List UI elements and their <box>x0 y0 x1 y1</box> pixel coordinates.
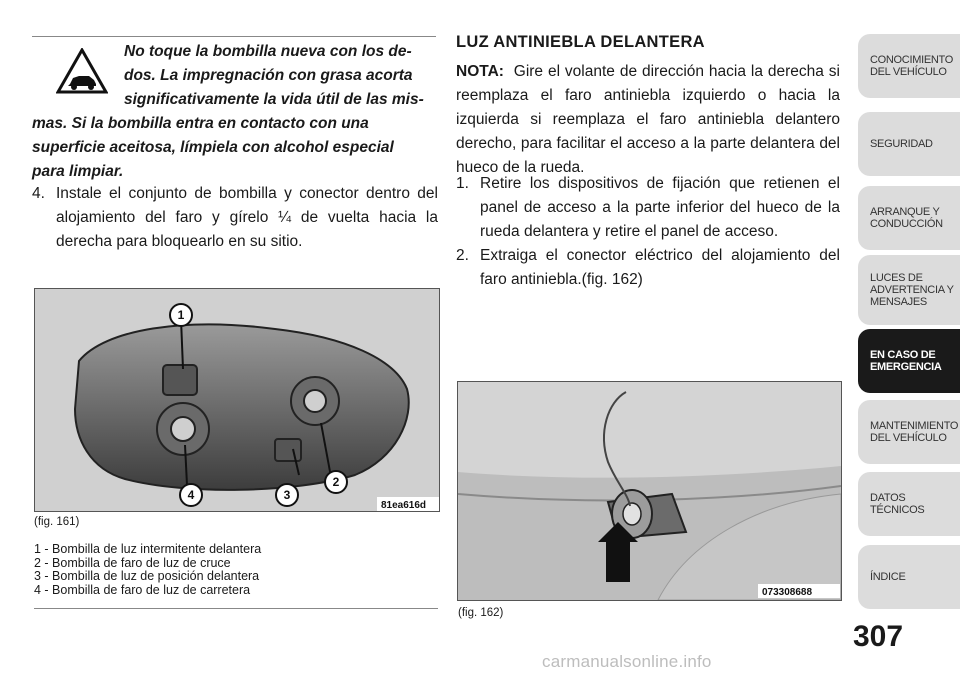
tab-label: LUCES DE <box>870 272 923 284</box>
figure-161-caption: (fig. 161) <box>34 516 80 528</box>
step-2 <box>456 244 840 292</box>
note-label: NOTA: <box>456 63 504 80</box>
tab-mantenimiento-vehiculo[interactable] <box>858 400 960 464</box>
tab-label: MANTENIMIENTO <box>870 420 959 432</box>
legend-item: 2 - Bombilla de faro de luz de cruce <box>34 555 231 570</box>
tab-label: CONOCIMIENTO <box>870 54 953 66</box>
step-text: Retire los dispositivos de fijación que retienen el panel de acceso a la parte inferior del hueco de la rueda delantera y retire el panel de acceso. <box>480 175 840 240</box>
callout-1-label: 1 <box>177 308 185 322</box>
note-text: Gire el volante de dirección hacia la derecha si reemplaza el faro antiniebla izquierdo o hacia la izquierda si reemplaza el faro antiniebla delantero derecho, para facilitar el acceso a la parte delantera del hueco de la rueda. <box>456 63 840 176</box>
tab-datos-tecnicos[interactable] <box>858 472 960 536</box>
warning-line: significativamente la vida útil de las mis- <box>124 91 424 108</box>
tab-label: ÍNDICE <box>870 571 906 583</box>
page-number: 307 <box>853 620 904 653</box>
legend-item: 1 - Bombilla de luz intermitente delantera <box>34 542 262 556</box>
tab-label: SEGURIDAD <box>870 138 933 150</box>
tab-label: TÉCNICOS <box>870 504 925 516</box>
warning-top-rule <box>32 36 436 37</box>
tab-en-caso-emergencia[interactable] <box>858 329 960 393</box>
figure-code: 073308688 <box>762 587 813 598</box>
legend-item: 3 - Bombilla de luz de posición delantera <box>34 569 260 583</box>
tab-arranque-conduccion[interactable] <box>858 186 960 250</box>
step-1 <box>456 172 840 244</box>
legend-bottom-rule <box>34 608 438 609</box>
callout-3-label: 3 <box>283 488 291 502</box>
tab-indice[interactable] <box>858 545 960 609</box>
warning-line: mas. Si la bombilla entra en contacto con una <box>32 115 369 132</box>
tab-label: ARRANQUE Y <box>870 206 940 218</box>
fog-lamp-illustration <box>458 382 841 600</box>
tab-label: DATOS <box>870 492 906 504</box>
section-heading: LUZ ANTINIEBLA DELANTERA <box>456 33 705 51</box>
warning-line: para limpiar. <box>32 163 124 180</box>
legend-item: 4 - Bombilla de faro de luz de carretera <box>34 582 251 597</box>
tab-label: DEL VEHÍCULO <box>870 432 947 444</box>
warning-text <box>32 40 436 184</box>
tab-label: ADVERTENCIA Y <box>870 284 954 296</box>
figure-161-legend <box>34 543 438 597</box>
tab-label: CONDUCCIÓN <box>870 218 943 230</box>
step-4 <box>32 182 438 254</box>
headlamp-figure <box>34 288 440 512</box>
tab-label: EN CASO DE <box>870 349 936 361</box>
callout-4-label: 4 <box>187 488 195 502</box>
callout-2-label: 2 <box>332 475 340 489</box>
tab-conocimiento-vehiculo[interactable] <box>858 34 960 98</box>
note-paragraph <box>456 60 840 180</box>
warning-line: dos. La impregnación con grasa acorta <box>124 67 413 84</box>
step-number: 2. <box>456 247 469 264</box>
tab-label: EMERGENCIA <box>870 361 942 373</box>
tab-label: MENSAJES <box>870 296 927 308</box>
step-number: 4. <box>32 185 45 202</box>
tab-label: DEL VEHÍCULO <box>870 66 947 78</box>
step-text: Instale el conjunto de bombilla y conector dentro del alojamiento del faro y gírelo ¼ de vuelta hacia la derecha para bloquearlo en su sitio. <box>56 185 438 250</box>
figure-162-caption: (fig. 162) <box>458 607 504 619</box>
warning-line: No toque la bombilla nueva con los de- <box>124 43 412 60</box>
step-number: 1. <box>456 175 469 192</box>
tab-luces-advertencia[interactable] <box>858 255 960 325</box>
step-text: Extraiga el conector eléctrico del alojamiento del faro antiniebla.(fig. 162) <box>480 247 840 288</box>
headlamp-illustration <box>35 289 439 511</box>
watermark: carmanualsonline.info <box>542 652 712 671</box>
figure-code: 81ea616d <box>381 500 427 511</box>
warning-line: superficie aceitosa, límpiela con alcohol especial <box>32 139 394 156</box>
tab-seguridad[interactable] <box>858 112 960 176</box>
fog-lamp-figure <box>457 381 842 601</box>
